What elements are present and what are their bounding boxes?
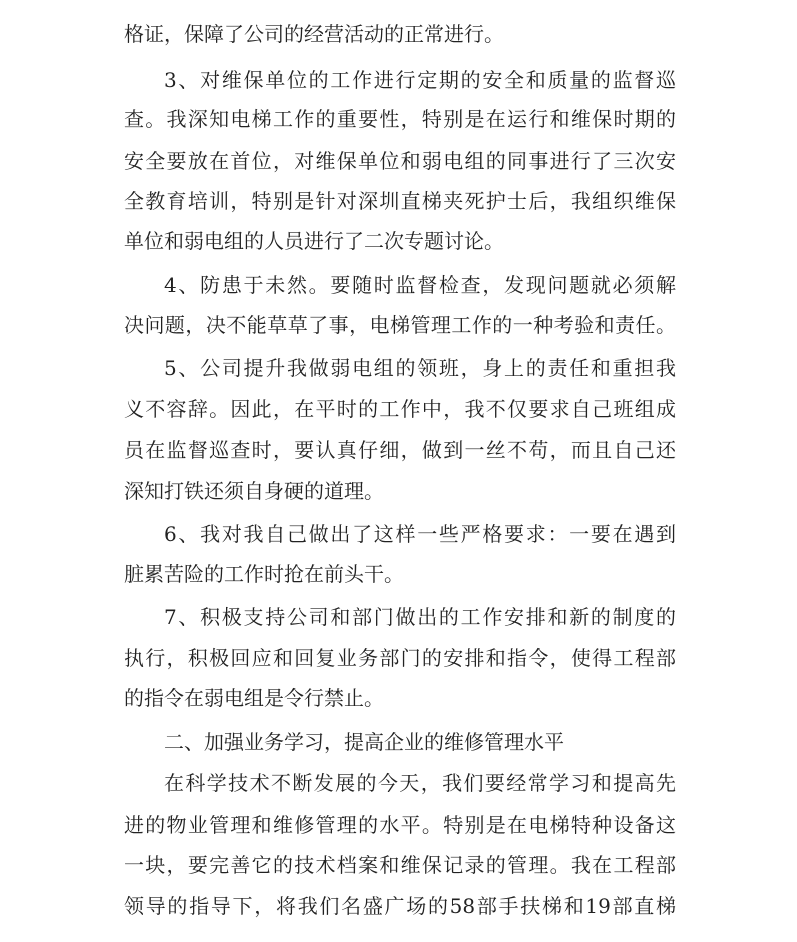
text-line: 进的物业管理和维修管理的水平。特别是在电梯特种设备这 (124, 813, 676, 837)
text-line: 员在监督巡查时，要认真仔细，做到一丝不苟，而且自己还 (124, 438, 676, 462)
text-line: 深知打铁还须自身硬的道理。 (124, 479, 384, 503)
text-line: 脏累苦险的工作时抢在前头干。 (124, 562, 404, 586)
text-line: 6、我对我自己做出了这样一些严格要求：一要在遇到 (164, 522, 676, 546)
text-line: 领导的指导下，将我们名盛广场的58部手扶梯和19部直梯 (124, 894, 676, 918)
text-line: 执行，积极回应和回复业务部门的安排和指令，使得工程部 (124, 646, 676, 670)
text-line: 义不容辞。因此，在平时的工作中，我不仅要求自己班组成 (124, 397, 676, 421)
text-line: 全教育培训，特别是针对深圳直梯夹死护士后，我组织维保 (124, 189, 676, 213)
section-heading: 二、加强业务学习，提高企业的维修管理水平 (164, 730, 564, 754)
text-line: 一块，要完善它的技术档案和维保记录的管理。我在工程部 (124, 853, 676, 877)
text-line: 查。我深知电梯工作的重要性，特别是在运行和维保时期的 (124, 107, 676, 131)
text-line: 安全要放在首位，对维保单位和弱电组的同事进行了三次安 (124, 149, 676, 173)
text-line: 格证，保障了公司的经营活动的正常进行。 (124, 22, 504, 46)
text-line: 单位和弱电组的人员进行了二次专题讨论。 (124, 229, 504, 253)
text-line: 5、公司提升我做弱电组的领班，身上的责任和重担我 (164, 356, 676, 380)
text-line: 7、积极支持公司和部门做出的工作安排和新的制度的 (164, 605, 676, 629)
text-line: 的指令在弱电组是令行禁止。 (124, 686, 384, 710)
text-line: 在科学技术不断发展的今天，我们要经常学习和提高先 (164, 771, 676, 795)
text-line: 4、防患于未然。要随时监督检查，发现问题就必须解 (164, 273, 676, 297)
text-line: 3、对维保单位的工作进行定期的安全和质量的监督巡 (164, 68, 676, 92)
text-line: 决问题，决不能草草了事，电梯管理工作的一种考验和责任。 (124, 313, 676, 337)
